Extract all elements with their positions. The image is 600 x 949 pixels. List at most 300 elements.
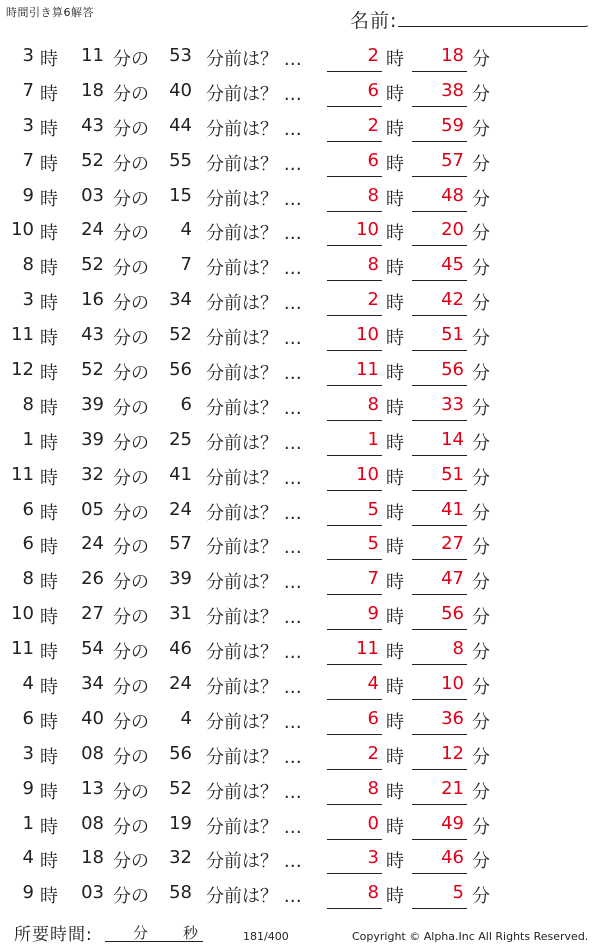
answer-hour: 8 <box>367 184 379 206</box>
answer-minute-unit: 分 <box>472 746 490 768</box>
answer-hour-unit: 時 <box>386 677 404 699</box>
problem-row <box>0 876 600 911</box>
problem-subtract-minutes: 52 <box>169 324 192 346</box>
minute-of-label: 分の <box>113 397 149 419</box>
answer-hour-line <box>327 455 382 456</box>
problem-minute: 54 <box>81 638 104 660</box>
answer-hour: 6 <box>367 79 379 101</box>
minute-of-label: 分の <box>113 467 149 489</box>
question-suffix: 分前は？ … <box>206 851 302 873</box>
hour-unit: 時 <box>40 258 58 280</box>
answer-minute-line <box>412 455 467 456</box>
answer-hour: 8 <box>367 393 379 415</box>
problem-row <box>0 702 600 737</box>
name-field-dot: . <box>585 16 589 30</box>
answer-minute: 18 <box>441 45 464 66</box>
answer-hour-line <box>327 490 382 491</box>
problem-minute: 08 <box>81 812 104 834</box>
answer-minute: 51 <box>441 324 464 346</box>
answer-hour-unit: 時 <box>386 188 404 210</box>
answer-minute: 46 <box>441 847 464 869</box>
answer-minute-unit: 分 <box>472 153 490 175</box>
hour-unit: 時 <box>40 83 58 105</box>
problem-row <box>0 248 600 283</box>
problem-row <box>0 667 600 702</box>
problem-hour: 10 <box>11 603 34 625</box>
answer-hour-unit: 時 <box>386 293 404 315</box>
answer-hour-line <box>327 769 382 770</box>
answer-hour-unit: 時 <box>386 537 404 559</box>
answer-minute-line <box>412 420 467 421</box>
minute-of-label: 分の <box>113 328 149 350</box>
problem-minute: 24 <box>81 219 104 241</box>
answer-hour-line <box>327 908 382 909</box>
answer-minute: 48 <box>441 184 464 206</box>
minute-of-label: 分の <box>113 188 149 210</box>
answer-hour-line <box>327 385 382 386</box>
answer-hour: 0 <box>367 812 379 834</box>
problem-subtract-minutes: 56 <box>169 742 192 764</box>
answer-minute: 14 <box>441 428 464 450</box>
answer-minute-line <box>412 176 467 177</box>
answer-hour-line <box>327 106 382 107</box>
answer-hour-line <box>327 315 382 316</box>
problem-hour: 8 <box>22 393 34 415</box>
problem-subtract-minutes: 56 <box>169 359 192 381</box>
problem-hour: 1 <box>22 428 34 450</box>
question-suffix: 分前は？ … <box>206 49 302 70</box>
answer-hour-unit: 時 <box>386 83 404 105</box>
answer-minute-line <box>412 245 467 246</box>
problem-row <box>0 318 600 353</box>
hour-unit: 時 <box>40 537 58 559</box>
answer-minute: 51 <box>441 463 464 485</box>
answer-minute-unit: 分 <box>472 49 490 70</box>
problem-minute: 39 <box>81 393 104 415</box>
answer-minute-line <box>412 873 467 874</box>
answer-minute-unit: 分 <box>472 711 490 733</box>
question-suffix: 分前は？ … <box>206 781 302 803</box>
problem-minute: 43 <box>81 324 104 346</box>
question-suffix: 分前は？ … <box>206 502 302 524</box>
answer-minute-line <box>412 769 467 770</box>
problem-subtract-minutes: 31 <box>169 603 192 625</box>
problem-minute: 08 <box>81 742 104 764</box>
minute-of-label: 分の <box>113 293 149 315</box>
answer-minute-unit: 分 <box>472 223 490 245</box>
question-suffix: 分前は？ … <box>206 677 302 699</box>
question-suffix: 分前は？ … <box>206 711 302 733</box>
question-suffix: 分前は？ … <box>206 328 302 350</box>
answer-minute-unit: 分 <box>472 816 490 838</box>
problem-hour: 1 <box>22 812 34 834</box>
question-suffix: 分前は？ … <box>206 467 302 489</box>
answer-hour: 8 <box>367 777 379 799</box>
minute-of-label: 分の <box>113 258 149 280</box>
answer-minute-line <box>412 350 467 351</box>
problem-hour: 9 <box>22 184 34 206</box>
answer-minute: 27 <box>441 533 464 555</box>
answer-hour-unit: 時 <box>386 153 404 175</box>
answer-minute-unit: 分 <box>472 851 490 873</box>
problem-subtract-minutes: 4 <box>180 707 192 729</box>
problem-row <box>0 179 600 214</box>
question-suffix: 分前は？ … <box>206 397 302 419</box>
answer-minute-unit: 分 <box>472 537 490 559</box>
minute-of-label: 分の <box>113 746 149 768</box>
problem-minute: 11 <box>81 45 104 66</box>
answer-minute-unit: 分 <box>472 467 490 489</box>
problem-minute: 52 <box>81 254 104 276</box>
answer-hour: 9 <box>367 603 379 625</box>
problem-row <box>0 213 600 248</box>
answer-minute-line <box>412 315 467 316</box>
answer-minute-unit: 分 <box>472 188 490 210</box>
hour-unit: 時 <box>40 711 58 733</box>
problem-hour: 4 <box>22 847 34 869</box>
answer-minute: 21 <box>441 777 464 799</box>
minute-of-label: 分の <box>113 49 149 70</box>
problem-row <box>0 74 600 109</box>
problem-minute: 05 <box>81 498 104 520</box>
problem-hour: 8 <box>22 568 34 590</box>
problem-hour: 3 <box>22 45 34 66</box>
question-suffix: 分前は？ … <box>206 746 302 768</box>
answer-hour-line <box>327 420 382 421</box>
problem-hour: 11 <box>11 324 34 346</box>
answer-minute-unit: 分 <box>472 886 490 908</box>
elapsed-seconds-unit: 秒 <box>183 924 199 942</box>
answer-minute-line <box>412 211 467 212</box>
answer-hour-line <box>327 525 382 526</box>
answer-minute-line <box>412 594 467 595</box>
hour-unit: 時 <box>40 746 58 768</box>
problem-minute: 40 <box>81 707 104 729</box>
minute-of-label: 分の <box>113 118 149 140</box>
problem-subtract-minutes: 55 <box>169 149 192 171</box>
answer-minute-unit: 分 <box>472 258 490 280</box>
problem-subtract-minutes: 24 <box>169 498 192 520</box>
problem-hour: 3 <box>22 114 34 136</box>
answer-minute: 59 <box>441 114 464 136</box>
hour-unit: 時 <box>40 432 58 454</box>
answer-hour-unit: 時 <box>386 118 404 140</box>
problem-hour: 4 <box>22 673 34 695</box>
problem-subtract-minutes: 4 <box>180 219 192 241</box>
problem-hour: 3 <box>22 289 34 311</box>
question-suffix: 分前は？ … <box>206 572 302 594</box>
answer-hour-line <box>327 699 382 700</box>
answer-hour-unit: 時 <box>386 572 404 594</box>
answer-minute-line <box>412 908 467 909</box>
problem-hour: 12 <box>11 359 34 381</box>
answer-hour: 1 <box>367 428 379 450</box>
question-suffix: 分前は？ … <box>206 816 302 838</box>
answer-minute-line <box>412 141 467 142</box>
answer-minute: 47 <box>441 568 464 590</box>
answer-minute-line <box>412 699 467 700</box>
answer-hour: 8 <box>367 882 379 904</box>
answer-minute: 36 <box>441 707 464 729</box>
answer-hour: 11 <box>356 359 379 381</box>
problem-subtract-minutes: 53 <box>169 45 192 66</box>
answer-hour: 5 <box>367 533 379 555</box>
answer-minute-line <box>412 525 467 526</box>
question-suffix: 分前は？ … <box>206 886 302 908</box>
problem-minute: 24 <box>81 533 104 555</box>
minute-of-label: 分の <box>113 363 149 385</box>
problem-minute: 03 <box>81 184 104 206</box>
question-suffix: 分前は？ … <box>206 83 302 105</box>
problem-subtract-minutes: 41 <box>169 463 192 485</box>
answer-hour-unit: 時 <box>386 432 404 454</box>
answer-hour: 2 <box>367 114 379 136</box>
question-suffix: 分前は？ … <box>206 188 302 210</box>
answer-minute-unit: 分 <box>472 572 490 594</box>
problem-row <box>0 423 600 458</box>
answer-hour: 7 <box>367 568 379 590</box>
answer-minute-line <box>412 559 467 560</box>
hour-unit: 時 <box>40 781 58 803</box>
answer-hour-unit: 時 <box>386 607 404 629</box>
answer-hour: 2 <box>367 742 379 764</box>
hour-unit: 時 <box>40 49 58 70</box>
answer-minute: 42 <box>441 289 464 311</box>
question-suffix: 分前は？ … <box>206 118 302 140</box>
hour-unit: 時 <box>40 397 58 419</box>
hour-unit: 時 <box>40 363 58 385</box>
answer-hour-unit: 時 <box>386 711 404 733</box>
problem-row <box>0 353 600 388</box>
answer-hour-unit: 時 <box>386 397 404 419</box>
copyright: Copyright © Alpha.Inc All Rights Reserved. <box>352 930 589 943</box>
problem-row <box>0 597 600 632</box>
answer-minute-line <box>412 71 467 72</box>
minute-of-label: 分の <box>113 572 149 594</box>
answer-hour-unit: 時 <box>386 746 404 768</box>
hour-unit: 時 <box>40 467 58 489</box>
answer-hour-line <box>327 839 382 840</box>
answer-minute-unit: 分 <box>472 781 490 803</box>
problem-minute: 03 <box>81 882 104 904</box>
answer-minute-unit: 分 <box>472 328 490 350</box>
answer-hour: 10 <box>356 324 379 346</box>
minute-of-label: 分の <box>113 642 149 664</box>
problem-hour: 11 <box>11 463 34 485</box>
minute-of-label: 分の <box>113 607 149 629</box>
answer-hour-line <box>327 629 382 630</box>
problem-minute: 34 <box>81 673 104 695</box>
problem-subtract-minutes: 19 <box>169 812 192 834</box>
problem-hour: 9 <box>22 882 34 904</box>
answer-hour: 2 <box>367 45 379 66</box>
problem-row <box>0 493 600 528</box>
answer-minute-line <box>412 734 467 735</box>
problem-minute: 18 <box>81 79 104 101</box>
problem-minute: 26 <box>81 568 104 590</box>
answer-hour-line <box>327 804 382 805</box>
problem-subtract-minutes: 58 <box>169 882 192 904</box>
problem-row <box>0 458 600 493</box>
answer-minute: 8 <box>452 638 464 660</box>
minute-of-label: 分の <box>113 886 149 908</box>
answer-hour: 6 <box>367 149 379 171</box>
answer-hour-line <box>327 141 382 142</box>
answer-minute-line <box>412 385 467 386</box>
problem-hour: 7 <box>22 149 34 171</box>
answer-hour-line <box>327 176 382 177</box>
problem-list <box>0 39 600 911</box>
worksheet-title: 時間引き算6解答 <box>6 6 94 19</box>
problem-minute: 16 <box>81 289 104 311</box>
hour-unit: 時 <box>40 642 58 664</box>
problem-minute: 52 <box>81 149 104 171</box>
problem-row <box>0 841 600 876</box>
problem-row <box>0 144 600 179</box>
minute-of-label: 分の <box>113 537 149 559</box>
answer-hour-line <box>327 280 382 281</box>
problem-hour: 3 <box>22 742 34 764</box>
problem-hour: 6 <box>22 707 34 729</box>
answer-hour: 8 <box>367 254 379 276</box>
answer-minute-unit: 分 <box>472 397 490 419</box>
minute-of-label: 分の <box>113 816 149 838</box>
problem-minute: 13 <box>81 777 104 799</box>
answer-hour: 11 <box>356 638 379 660</box>
problem-minute: 32 <box>81 463 104 485</box>
minute-of-label: 分の <box>113 223 149 245</box>
problem-minute: 27 <box>81 603 104 625</box>
hour-unit: 時 <box>40 816 58 838</box>
answer-minute-line <box>412 280 467 281</box>
problem-subtract-minutes: 46 <box>169 638 192 660</box>
problem-row <box>0 39 600 74</box>
answer-hour-unit: 時 <box>386 781 404 803</box>
problem-subtract-minutes: 39 <box>169 568 192 590</box>
hour-unit: 時 <box>40 886 58 908</box>
answer-minute-line <box>412 490 467 491</box>
elapsed-minutes-unit: 分 <box>133 924 149 942</box>
minute-of-label: 分の <box>113 432 149 454</box>
answer-minute-unit: 分 <box>472 363 490 385</box>
answer-hour-unit: 時 <box>386 851 404 873</box>
problem-subtract-minutes: 32 <box>169 847 192 869</box>
hour-unit: 時 <box>40 328 58 350</box>
minute-of-label: 分の <box>113 677 149 699</box>
problem-minute: 43 <box>81 114 104 136</box>
answer-minute: 12 <box>441 742 464 764</box>
answer-minute-unit: 分 <box>472 607 490 629</box>
answer-minute: 38 <box>441 79 464 101</box>
answer-hour-unit: 時 <box>386 258 404 280</box>
problem-subtract-minutes: 15 <box>169 184 192 206</box>
minute-of-label: 分の <box>113 83 149 105</box>
answer-hour-line <box>327 350 382 351</box>
answer-hour-line <box>327 211 382 212</box>
problem-hour: 10 <box>11 219 34 241</box>
problem-row <box>0 388 600 423</box>
answer-hour: 10 <box>356 463 379 485</box>
problem-subtract-minutes: 40 <box>169 79 192 101</box>
answer-minute: 41 <box>441 498 464 520</box>
answer-minute-line <box>412 629 467 630</box>
answer-hour-line <box>327 873 382 874</box>
question-suffix: 分前は？ … <box>206 223 302 245</box>
problem-row <box>0 109 600 144</box>
problem-subtract-minutes: 25 <box>169 428 192 450</box>
problem-minute: 39 <box>81 428 104 450</box>
problem-minute: 52 <box>81 359 104 381</box>
answer-minute: 5 <box>452 882 464 904</box>
problem-hour: 6 <box>22 498 34 520</box>
answer-hour-unit: 時 <box>386 328 404 350</box>
hour-unit: 時 <box>40 188 58 210</box>
minute-of-label: 分の <box>113 502 149 524</box>
answer-hour-line <box>327 71 382 72</box>
name-field-line <box>398 26 586 27</box>
answer-hour-unit: 時 <box>386 467 404 489</box>
answer-hour-unit: 時 <box>386 886 404 908</box>
problem-row <box>0 527 600 562</box>
problem-row <box>0 737 600 772</box>
problem-hour: 7 <box>22 79 34 101</box>
problem-hour: 8 <box>22 254 34 276</box>
hour-unit: 時 <box>40 851 58 873</box>
problem-row <box>0 283 600 318</box>
answer-hour-line <box>327 594 382 595</box>
answer-hour-line <box>327 664 382 665</box>
minute-of-label: 分の <box>113 851 149 873</box>
answer-hour: 4 <box>367 673 379 695</box>
problem-subtract-minutes: 7 <box>180 254 192 276</box>
question-suffix: 分前は？ … <box>206 432 302 454</box>
answer-hour-line <box>327 245 382 246</box>
hour-unit: 時 <box>40 572 58 594</box>
answer-minute-unit: 分 <box>472 83 490 105</box>
problem-subtract-minutes: 6 <box>180 393 192 415</box>
answer-hour-line <box>327 559 382 560</box>
answer-hour: 10 <box>356 219 379 241</box>
answer-minute-line <box>412 804 467 805</box>
hour-unit: 時 <box>40 153 58 175</box>
problem-hour: 6 <box>22 533 34 555</box>
minute-of-label: 分の <box>113 153 149 175</box>
answer-minute: 56 <box>441 359 464 381</box>
answer-hour: 6 <box>367 707 379 729</box>
problem-row <box>0 807 600 842</box>
problem-hour: 9 <box>22 777 34 799</box>
answer-hour-unit: 時 <box>386 49 404 70</box>
question-suffix: 分前は？ … <box>206 293 302 315</box>
answer-hour-unit: 時 <box>386 502 404 524</box>
minute-of-label: 分の <box>113 781 149 803</box>
answer-hour: 5 <box>367 498 379 520</box>
answer-hour-unit: 時 <box>386 816 404 838</box>
problem-subtract-minutes: 34 <box>169 289 192 311</box>
hour-unit: 時 <box>40 223 58 245</box>
answer-minute-line <box>412 839 467 840</box>
name-label: 名前: <box>350 10 398 32</box>
problem-row <box>0 632 600 667</box>
problem-subtract-minutes: 52 <box>169 777 192 799</box>
page-number: 181/400 <box>243 930 289 943</box>
minute-of-label: 分の <box>113 711 149 733</box>
answer-minute-unit: 分 <box>472 642 490 664</box>
answer-minute: 20 <box>441 219 464 241</box>
answer-hour-line <box>327 734 382 735</box>
problem-row <box>0 562 600 597</box>
problem-row <box>0 772 600 807</box>
